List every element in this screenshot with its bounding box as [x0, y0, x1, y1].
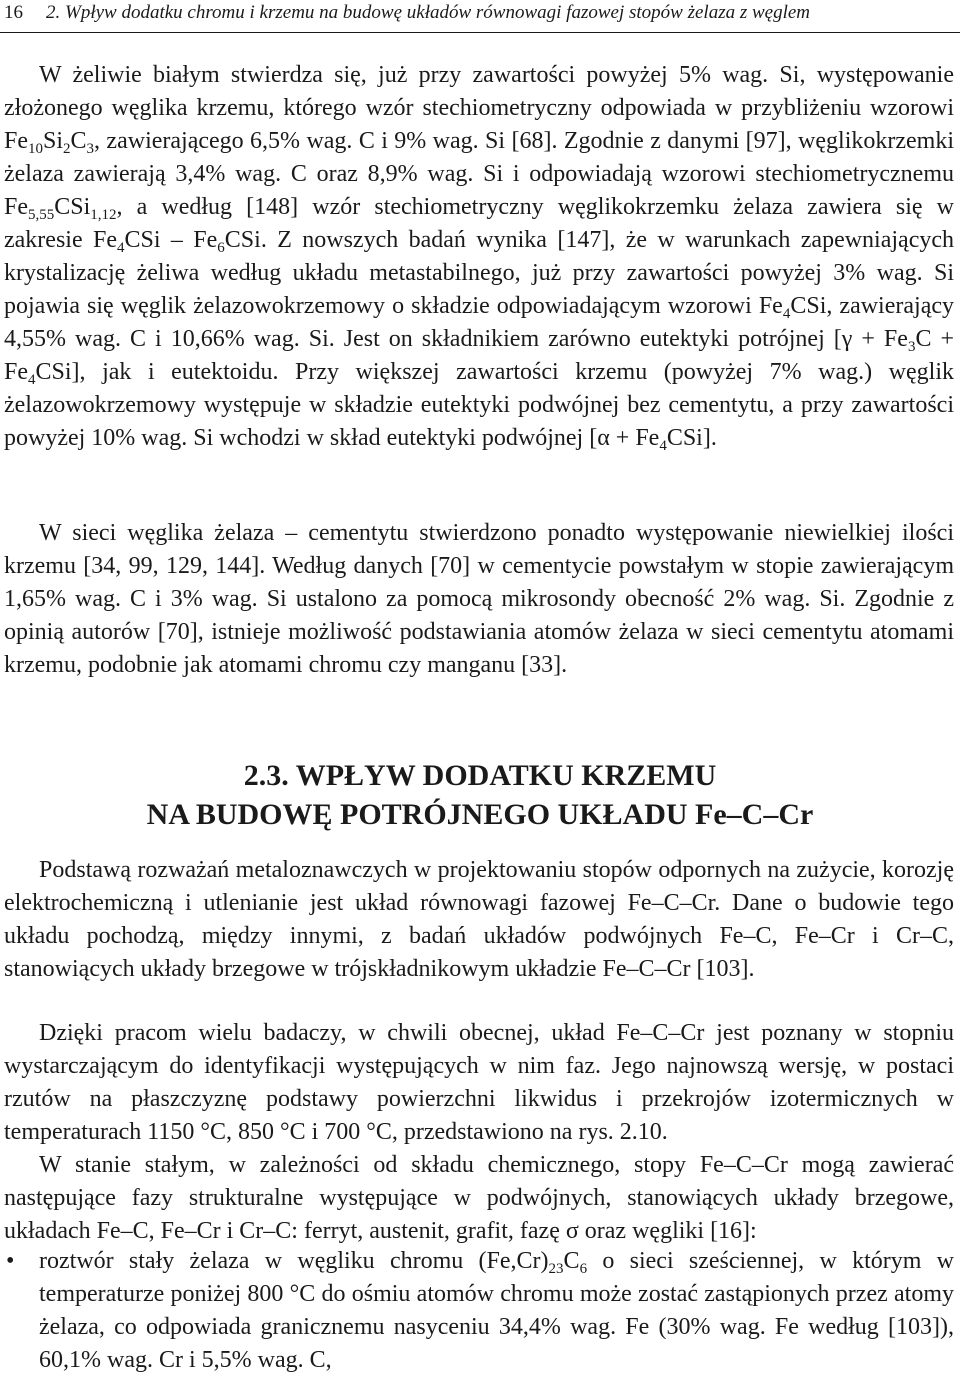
- phase-list: [4, 1245, 954, 1377]
- bullet-icon: •: [6, 1248, 15, 1274]
- running-title: 2. Wpływ dodatku chromu i krzemu na budowę układów równowagi fazowej stopów żelaza z węglem: [46, 2, 811, 23]
- paragraph-fe-c-cr-intro: Podstawą rozważań metaloznawczych w projektowaniu stopów odpornych na zużycie, korozję elektrochemiczną i utlenianie jest układ równowagi fazowej Fe–C–Cr. Dane o budowie tego układu pochodzą, między innymi, z badań układów podwójnych Fe–C, Fe–Cr i Cr–C, stanowiących układy brzegowe w trójskładnikowym układzie Fe–C–Cr [103].: [4, 857, 954, 982]
- section-heading-line-2: NA BUDOWĘ POTRÓJNEGO UKŁADU Fe–C–Cr: [146, 798, 814, 831]
- paragraph-silicon-carbide: W żeliwie białym stwierdza się, już przy zawartości powyżej 5% wag. Si, występowanie złożonego węglika krzemu, którego wzór stechiometryczny odpowiada w przybliżeniu wzorowi $Fe_{10}Si_2C_3$, zawierającego 6,5% wag. C i 9% wag. Si [68]. Zgodnie z danymi [97], węglikokrzemki żelaza zawierają 3,4% wag. C oraz 8,9% wag. Si i odpowiadają wzorowi stechiometrycznemu $Fe_{5,55}CSi_{1,12}$, a według [148] wzór stechiometryczny węglikokrzemku żelaza zawiera się w zakresie $Fe_4CSi - Fe_6CSi$. Z nowszych badań wynika [147], że w warunkach zapewniających krystalizację żeliwa według układu metastabilnego, już przy zawartości powyżej 3% wag. Si pojawia się węglik żelazowokrzemowy o składzie odpowiadającym wzorowi $Fe_4CSi$, zawierający 4,55% wag. C i 10,66% wag. Si. Jest on składnikiem zarówno eutektyki potrójnej $[\gamma + Fe_3C + Fe_4CSi]$, jak i eutektoidu. Przy większej zawartości krzemu (powyżej 7% wag.) węglik żelazowokrzemowy występuje w składzie eutektyki podwójnej bez cementytu, a przy zawartości powyżej 10% wag. Si wchodzi w skład eutektyki podwójnej $[\alpha + Fe_4CSi]$.: [4, 62, 954, 454]
- section-heading-line-1: 2.3. WPŁYW DODATKU KRZEMU: [243, 759, 717, 792]
- paragraph-cementite: W sieci węglika żelaza – cementytu stwierdzono ponadto występowanie niewielkiej ilości krzemu [34, 99, 129, 144]. Według danych [70] w cementycie powstałym w stopie zawierającym 1,65% wag. C i 3% wag. Si ustalono za pomocą mikrosondy obecność 2% wag. Si. Zgodnie z opinią autorów [70], istnieje możliwość podstawiania atomów żelaza w sieci cementytu atomami krzemu, podobnie jak atomami chromu czy manganu [33].: [4, 520, 954, 678]
- header-rule: [0, 32, 960, 33]
- paragraph-phase-diagram: Dzięki pracom wielu badaczy, w chwili obecnej, układ Fe–C–Cr jest poznany w stopniu wystarczającym do identyfikacji występujących w nim faz. Jego najnowszą wersję, w postaci rzutów na płaszczyznę podstawy powierzchni likwidus i przekrojów izotermicznych w temperaturach 1150 °C, 850 °C i 700 °C, przedstawiono na rys. 2.10.: [4, 1020, 954, 1145]
- running-header: [0, 0, 960, 34]
- paragraph-phases: W stanie stałym, w zależności od składu chemicznego, stopy Fe–C–Cr mogą zawierać następujące fazy strukturalne występujące w podwójnych, stanowiących układy brzegowe, układach Fe–C, Fe–Cr i Cr–C: ferryt, austenit, grafit, fazę σ oraz węgliki [16]:: [4, 1152, 954, 1244]
- list-item: • roztwór stały żelaza w węgliku chromu $(Fe,Cr)_{23}C_6$ o sieci sześciennej, w którym w temperaturze poniżej 800 °C do ośmiu atomów chromu może zostać zastąpionych przez atomy żelaza, co odpowiada granicznemu nasyceniu 34,4% wag. Fe (30% wag. Fe według [103]), 60,1% wag. Cr i 5,5% wag. C,: [4, 1245, 954, 1377]
- page-number: 16: [4, 2, 23, 23]
